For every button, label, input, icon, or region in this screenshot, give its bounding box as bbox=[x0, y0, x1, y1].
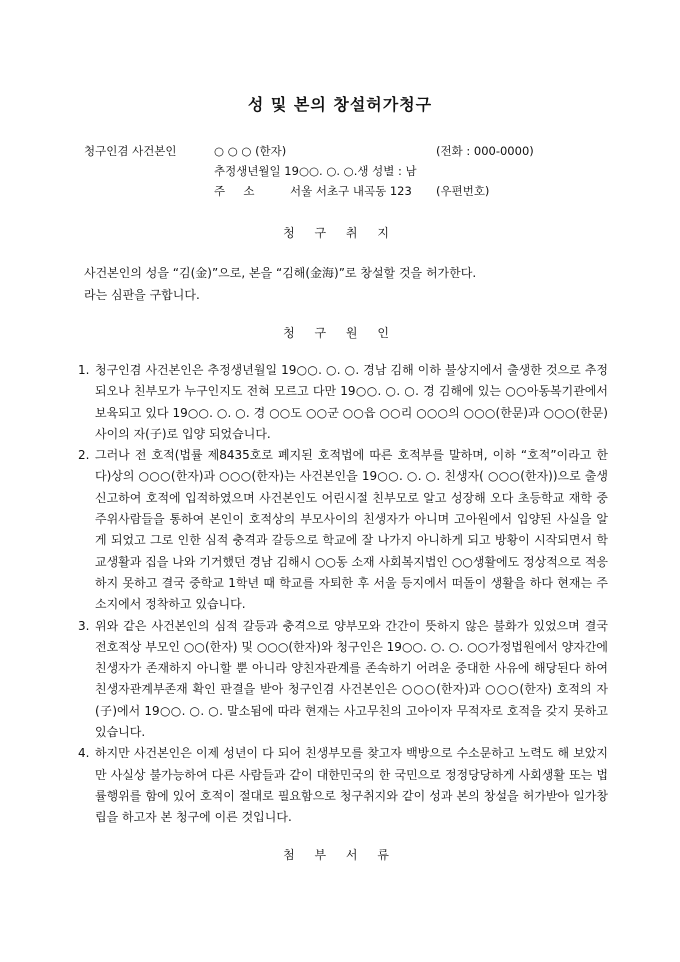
applicant-birth: 추정생년월일 19○○. ○. ○.생 성별 : 남 bbox=[214, 164, 417, 178]
applicant-address-label: 주 소 bbox=[214, 184, 255, 198]
purpose-body bbox=[84, 262, 604, 306]
cause-heading: 청 구 원 인 bbox=[283, 326, 397, 340]
applicant-phone: (전화 : 000-0000) bbox=[436, 144, 534, 158]
document-title: 성 및 본의 창설허가청구 bbox=[247, 95, 433, 114]
cause-list bbox=[78, 360, 608, 829]
cause-number: 4. bbox=[78, 746, 90, 761]
attachments-heading: 첨 부 서 류 bbox=[283, 848, 397, 862]
cause-number: 3. bbox=[78, 618, 90, 633]
applicant-label: 청구인겸 사건본인 bbox=[84, 144, 177, 158]
cause-item bbox=[78, 360, 608, 445]
cause-item bbox=[78, 616, 608, 744]
purpose-line: 사건본인의 성을 “김(金)”으로, 본을 “김해(金海)”로 창설할 것을 허가한다. bbox=[84, 266, 477, 280]
cause-text: 하지만 사건본인은 이제 성년이 다 되어 친생부모를 찾고자 백방으로 수소문하고 노력도 해 보았지만 사실상 불가능하여 다른 사람들과 같이 대한민국의 한 국민으로 정정당당하게 사회생활 또는 법률행위를 함에 있어 호적이 절대로 필요함으로 청구취지와 같이 성과 본의 창설을 허가받아 일가창립을 하고자 본 청구에 이른 것입니다. bbox=[95, 746, 608, 825]
cause-text: 청구인겸 사건본인은 추정생년월일 19○○. ○. ○. 경남 김해 이하 불상지에서 출생한 것으로 추정되오나 친부모가 누구인지도 전혀 모르고 다만 19○○. ○. ○. 경 김해에 있는 ○○아동복기관에서 보육되고 있다 19○○. ○. ○. 경 ○○도 ○○군 ○○읍 ○○리 ○○○의 ○○○(한문)과 ○○○(한문)사이의 자(子)로 입양 되었습니다. bbox=[95, 363, 608, 441]
purpose-line: 라는 심판을 구합니다. bbox=[84, 288, 200, 302]
cause-number: 1. bbox=[78, 363, 90, 377]
cause-text: 그러나 전 호적(법률 제8435호로 폐지된 호적법에 따른 호적부를 말하며, 이하 “호적”이라고 한다)상의 ○○○(한자)과 ○○○(한자)는 사건본인을 19○○. ○. ○. 친생자( ○○○(한자))으로 출생 신고하여 호적에 입적하였으며 사건본인도 어린시절 친부모로 알고 성장해 오다 초등학교 재학 중 주위사람들을 통하여 본인이 호적상의 부모사이의 친생자가 아니며 고아원에서 입양된 사실을 알게 되었고 그로 인한 심적 충격과 갈등으로 학교에 잘 나가지 아니하게 되고 방황이 시작되면서 학교생활과 집을 나와 기거했던 경남 김해시 ○○동 소재 사회복지법인 ○○생활에도 정상적으로 적응하지 못하고 결국 중학교 1학년 때 학교를 자퇴한 후 서울 등지에서 떠돌이 생활을 하다 현재는 주소지에서 정착하고 있습니다. bbox=[95, 448, 608, 612]
cause-item bbox=[78, 445, 608, 615]
cause-number: 2. bbox=[78, 448, 90, 463]
purpose-heading: 청 구 취 지 bbox=[283, 226, 397, 240]
cause-item bbox=[78, 743, 608, 828]
applicant-address: 서울 서초구 내곡동 123 bbox=[290, 184, 412, 198]
applicant-name: ○ ○ ○ (한자) bbox=[214, 144, 287, 158]
cause-text: 위와 같은 사건본인의 심적 갈등과 충격으로 양부모와 간간이 뜻하지 않은 불화가 있었으며 결국 전호적상 부모인 ○○(한자) 및 ○○○(한자)와 청구인은 19○○. ○. ○. ○○가정법원에서 양자간에 친생자가 존재하지 아니할 뿐 아니라 양친자관계를 존속하기 어려운 중대한 사유에 해당된다 하여 친생자관계부존재 확인 판결을 받아 청구인겸 사건본인은 ○○○(한자)과 ○○○(한자) 호적의 자(子)에서 19○○. ○. ○. 말소됨에 따라 현재는 사고무친의 고아이자 무적자로 호적을 갖지 못하고 있습니다. bbox=[95, 618, 608, 740]
applicant-postal-code: (우편번호) bbox=[436, 184, 490, 198]
